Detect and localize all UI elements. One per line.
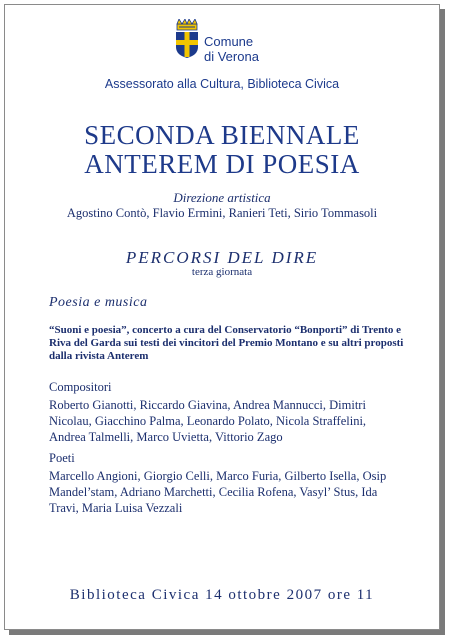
event-subtitle: PERCORSI DEL DIRE bbox=[125, 248, 319, 267]
title-line-1: SECONDA BIENNALE bbox=[84, 120, 360, 150]
event-title bbox=[5, 121, 439, 179]
section-heading: Poesia e musica bbox=[49, 295, 148, 310]
concerto-description: “Suoni e poesia”, concerto a cura del Conservatorio “Bonporti” di Trento e Riva del Garda sui testi dei vincitori del Premio Montano e su altri proposti dalla rivista Anterem bbox=[49, 324, 404, 362]
logo-line-comune: Comune bbox=[204, 34, 254, 49]
direzione-label: Direzione artistica bbox=[173, 190, 271, 205]
compositori-label: Compositori bbox=[49, 380, 112, 394]
compositori-names: Roberto Gianotti, Riccardo Giavina, Andrea Mannucci, Dimitri Nicolau, Giacchino Palma, Leonardo Polato, Nicola Straffelini, Andrea Talmelli, Marco Uvietta, Vittorio Zago bbox=[49, 398, 367, 444]
document-page bbox=[4, 4, 440, 630]
giornata-label: terza giornata bbox=[191, 266, 253, 278]
logo-line-verona: di Verona bbox=[204, 49, 259, 64]
event-details-footer: Biblioteca Civica 14 ottobre 2007 ore 11 bbox=[69, 587, 375, 603]
direttori-names: Agostino Contò, Flavio Ermini, Ranieri Teti, Sirio Tommasoli bbox=[66, 206, 378, 220]
assessorato-heading: Assessorato alla Cultura, Biblioteca Civica bbox=[104, 77, 340, 91]
comune-logo bbox=[174, 19, 259, 64]
poeti-names: Marcello Angioni, Giorgio Celli, Marco Furia, Gilberto Isella, Osip Mandel’stam, Adriano Marchetti, Cecilia Rofena, Vasyl’ Stus, Ida Travi, Maria Luisa Vezzali bbox=[49, 469, 387, 515]
poeti-label: Poeti bbox=[49, 451, 75, 465]
verona-coat-of-arms-icon bbox=[174, 19, 200, 59]
title-line-2: ANTEREM DI POESIA bbox=[84, 149, 360, 179]
